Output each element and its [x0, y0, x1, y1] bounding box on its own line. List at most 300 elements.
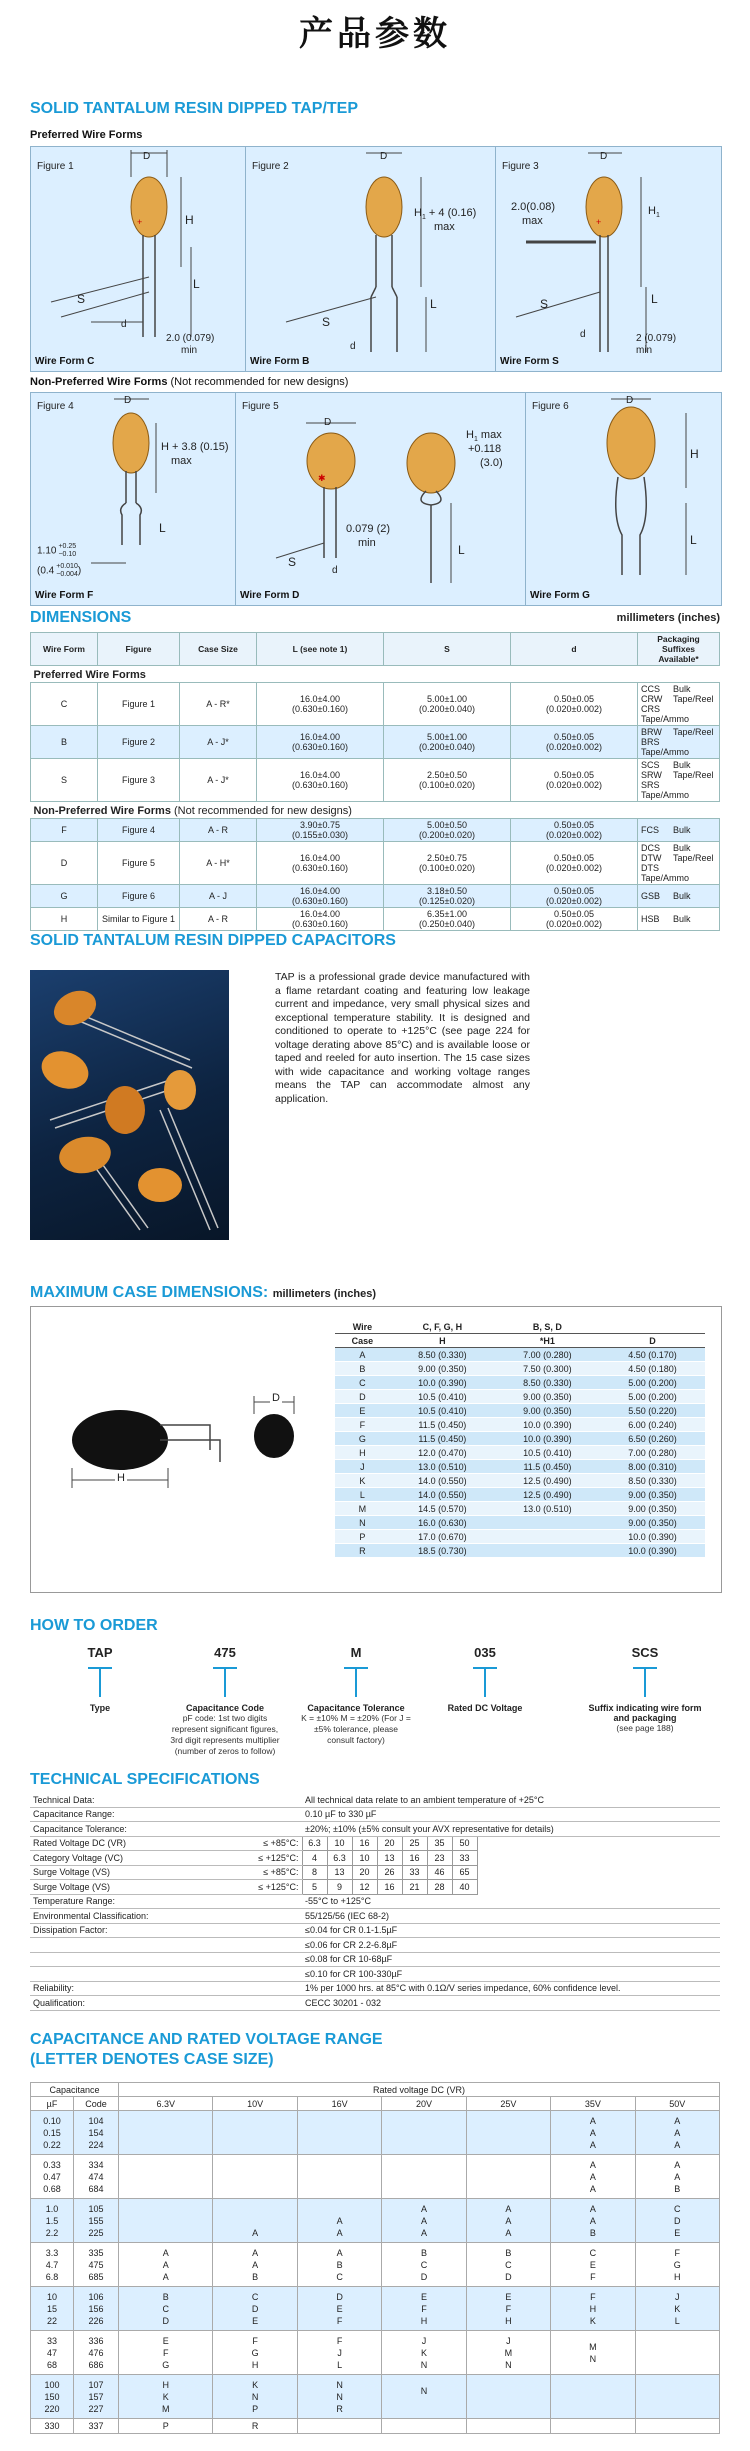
dim-cell-l — [257, 683, 384, 726]
cap-cell-case: A A A — [551, 2111, 635, 2155]
dim-cell-packaging — [638, 759, 720, 802]
spec-cond — [186, 1793, 302, 1807]
cap-cell-case: E F G — [119, 2331, 213, 2375]
figure-5-h-extra: +0.118 — [468, 443, 502, 455]
cap-row — [31, 2331, 720, 2375]
packaging-line — [641, 684, 716, 694]
case-cell: 12.0 (0.470) — [390, 1446, 495, 1460]
max-case-table — [335, 1320, 705, 1558]
dim-value-in: (0.630±0.160) — [292, 896, 348, 906]
cap-cell-case: J K N — [382, 2331, 466, 2375]
dim-cell-l — [257, 726, 384, 759]
case-cell: 5.00 (0.200) — [600, 1390, 705, 1404]
cap-cell-case — [382, 2111, 466, 2155]
case-cell: N — [335, 1516, 390, 1530]
cap-cell-uf: 100 150 220 — [31, 2375, 74, 2419]
dim-value-in: (0.250±0.040) — [419, 919, 475, 929]
cap-cell-code: 336 476 686 — [74, 2331, 119, 2375]
cap-cell-case: E F H — [466, 2287, 550, 2331]
cap-cell-case — [466, 2111, 550, 2155]
dim-group-preferred: Preferred Wire Forms — [31, 666, 720, 683]
case-row — [335, 1404, 705, 1418]
spec-voltage-value: 9 — [327, 1880, 352, 1895]
dim-cell-figure: Figure 5 — [98, 842, 180, 885]
spec-row — [30, 1996, 720, 2011]
cap-cell-case — [213, 2155, 297, 2199]
order-code: M — [350, 1645, 362, 1660]
spec-cond — [186, 1894, 302, 1909]
spec-voltage-value: 40 — [452, 1880, 477, 1895]
figure-1-wire-form: Wire Form C — [35, 356, 95, 367]
cap-cell-code: 105 155 225 — [74, 2199, 119, 2243]
figure-6-dim-h: H — [690, 447, 699, 461]
case-cell: B — [335, 1362, 390, 1376]
packaging-line — [641, 704, 716, 724]
cap-cell-uf: 0.10 0.15 0.22 — [31, 2111, 74, 2155]
dim-value-in: (0.630±0.160) — [292, 863, 348, 873]
dim-value-in: (0.020±0.002) — [546, 780, 602, 790]
dim-value-in: (0.630±0.160) — [292, 704, 348, 714]
case-cell: 10.5 (0.410) — [495, 1446, 600, 1460]
packaging-type: Bulk — [673, 914, 691, 924]
cap-row — [31, 2419, 720, 2434]
dim-value-in: (0.155±0.030) — [292, 830, 348, 840]
dim-value-mm: 16.0±4.00 — [300, 909, 340, 919]
figure-panel-5 — [235, 392, 527, 606]
order-item-block — [60, 1703, 140, 1713]
case-cell: 11.5 (0.450) — [390, 1432, 495, 1446]
cap-cell-case: A A B — [551, 2199, 635, 2243]
case-row — [335, 1488, 705, 1502]
cap-cell-case: F G H — [635, 2243, 719, 2287]
dim-group-nonpreferred-note: (Not recommended for new designs) — [174, 805, 352, 817]
cap-cell-case: A A — [297, 2199, 381, 2243]
packaging-line — [641, 737, 716, 757]
dimensions-table — [30, 632, 720, 931]
packaging-type: Tape/Ammo — [641, 747, 690, 757]
cap-cell-case: B C D — [382, 2243, 466, 2287]
dim-cell-l — [257, 842, 384, 885]
case-row — [335, 1348, 705, 1362]
page-title: 产品参数 — [299, 14, 451, 54]
dim-value-mm: 0.50±0.05 — [554, 853, 594, 863]
dim-value-mm: 0.50±0.05 — [554, 886, 594, 896]
case-cell: J — [335, 1460, 390, 1474]
packaging-type: Bulk — [673, 684, 691, 694]
spec-voltage-value: 16 — [402, 1851, 427, 1866]
case-head-case: Case — [335, 1334, 390, 1348]
case-cell: K — [335, 1474, 390, 1488]
dim-header-packaging: Packaging Suffixes Available* — [638, 633, 720, 666]
product-photo-drawing — [30, 970, 229, 1240]
spec-voltage-value: 10 — [352, 1851, 377, 1866]
section-title-cap-range: CAPACITANCE AND RATED VOLTAGE RANGE — [30, 2031, 383, 2048]
case-cell: 12.5 (0.490) — [495, 1488, 600, 1502]
dim-cell-case: A - H* — [180, 842, 257, 885]
cap-cell-case: A — [213, 2199, 297, 2243]
dim-value-mm: 3.18±0.50 — [427, 886, 467, 896]
dim-value-mm: 0.50±0.05 — [554, 694, 594, 704]
figure-4-tolerance-mm: 1.10 +0.25 −0.10 — [37, 543, 77, 558]
dim-cell-figure: Figure 2 — [98, 726, 180, 759]
dim-value-in: (0.020±0.002) — [546, 704, 602, 714]
spec-voltage-value: 26 — [377, 1865, 402, 1880]
dim-cell-s — [384, 908, 511, 931]
dim-value-mm: 16.0±4.00 — [300, 694, 340, 704]
order-code: 035 — [474, 1645, 496, 1660]
dim-header-figure: Figure — [98, 633, 180, 666]
figure-3-dim-h: $H_1$ — [648, 205, 660, 220]
spec-voltage-value: 33 — [402, 1865, 427, 1880]
spec-label — [30, 1938, 186, 1953]
dim-value-in: (0.200±0.040) — [419, 704, 475, 714]
cap-range-table — [30, 2082, 720, 2434]
dim-cell-s — [384, 683, 511, 726]
figure-1-dim-wire-d: d — [121, 319, 127, 330]
case-cell: G — [335, 1432, 390, 1446]
dim-header-wire-form: Wire Form — [31, 633, 98, 666]
cap-cell-uf: 3.3 4.7 6.8 — [31, 2243, 74, 2287]
packaging-line — [641, 853, 716, 863]
spec-value: CECC 30201 - 032 — [302, 1996, 720, 2011]
figure-5-drawing — [236, 393, 526, 605]
dim-value-mm: 16.0±4.00 — [300, 732, 340, 742]
figure-2-wire-form: Wire Form B — [250, 356, 310, 367]
figure-1-min-value: 2.0 (0.079) — [166, 333, 215, 344]
figure-3-wire-form: Wire Form S — [500, 356, 559, 367]
spec-value: ≤0.06 for CR 2.2-6.8µF — [302, 1938, 720, 1953]
cap-cell-case: A A B — [213, 2243, 297, 2287]
cap-cell-case — [551, 2419, 635, 2434]
cap-cell-case: F H K — [551, 2287, 635, 2331]
packaging-type: Tape/Ammo — [641, 873, 690, 883]
packaging-line — [641, 843, 716, 853]
dim-cell-s — [384, 819, 511, 842]
case-cell: 9.00 (0.350) — [600, 1516, 705, 1530]
dim-value-mm: 0.50±0.05 — [554, 770, 594, 780]
dim-value-in: (0.630±0.160) — [292, 780, 348, 790]
case-cell: D — [335, 1390, 390, 1404]
case-head-wire: Wire — [335, 1320, 390, 1334]
dim-header-case-size: Case Size — [180, 633, 257, 666]
packaging-code: SRS — [641, 780, 660, 790]
case-side-dim-h: H — [117, 1472, 125, 1484]
packaging-code: CCS — [641, 684, 661, 694]
dim-row — [31, 842, 720, 885]
spec-voltage-value: 25 — [402, 1836, 427, 1851]
order-connector-v — [355, 1667, 357, 1697]
dim-cell-form: D — [31, 842, 98, 885]
cap-row — [31, 2287, 720, 2331]
packaging-code: CRW — [641, 694, 663, 704]
spec-voltage-value: 35 — [427, 1836, 452, 1851]
dim-value-mm: 0.50±0.05 — [554, 909, 594, 919]
dim-cell-case: A - J — [180, 885, 257, 908]
dim-cell-packaging — [638, 842, 720, 885]
figure-5-wire-form: Wire Form D — [240, 590, 300, 601]
dim-cell-s — [384, 726, 511, 759]
spec-label: Rated Voltage DC (VR) — [30, 1836, 186, 1851]
figure-6-dim-d: D — [626, 395, 634, 406]
cap-head-capacitance: Capacitance — [31, 2083, 119, 2097]
preferred-heading: Preferred Wire Forms — [30, 129, 143, 141]
dim-cell-case: A - R — [180, 819, 257, 842]
spec-filler — [477, 1836, 720, 1851]
figure-panel-4 — [30, 392, 237, 606]
figure-panel-3 — [495, 146, 722, 372]
dim-value-in: (0.630±0.160) — [292, 919, 348, 929]
packaging-code: GSB — [641, 891, 661, 901]
cap-cell-case — [382, 2155, 466, 2199]
figure-2-label: Figure 2 — [252, 161, 289, 172]
dim-value-in: (0.020±0.002) — [546, 830, 602, 840]
spec-label: Surge Voltage (VS) — [30, 1865, 186, 1880]
packaging-type: Bulk — [673, 891, 691, 901]
order-label: Capacitance Code — [185, 1703, 265, 1713]
figure-4-dim-l: L — [159, 521, 166, 535]
case-cell: 11.5 (0.450) — [390, 1418, 495, 1432]
cap-cell-case: A A A — [635, 2111, 719, 2155]
case-cell: 18.5 (0.730) — [390, 1544, 495, 1558]
figure-panel-6 — [525, 392, 722, 606]
spec-voltage-value: 50 — [452, 1836, 477, 1851]
spec-cond — [186, 1981, 302, 1996]
packaging-type: Tape/Ammo — [641, 714, 690, 724]
spec-label: Category Voltage (VC) — [30, 1851, 186, 1866]
cap-head-volt: 35V — [551, 2097, 635, 2111]
cap-cell-code: 106 156 226 — [74, 2287, 119, 2331]
order-label: Type — [89, 1703, 111, 1713]
case-cell: 4.50 (0.170) — [600, 1348, 705, 1362]
figure-3-drawing — [496, 147, 721, 371]
nonpreferred-heading: Non-Preferred Wire Forms (Not recommended for new designs) — [30, 376, 349, 388]
cap-cell-code: 337 — [74, 2419, 119, 2434]
cap-row — [31, 2111, 720, 2155]
figure-5-dim-wire-d: d — [332, 565, 338, 576]
packaging-code: DCS — [641, 843, 661, 853]
cap-cell-case — [551, 2375, 635, 2419]
dim-cell-form: F — [31, 819, 98, 842]
dim-value-mm: 0.50±0.05 — [554, 820, 594, 830]
packaging-line — [641, 914, 716, 924]
dim-row — [31, 802, 720, 819]
dim-cell-figure: Figure 6 — [98, 885, 180, 908]
spec-table — [30, 1793, 720, 2011]
cap-cell-case — [119, 2111, 213, 2155]
spec-cond — [186, 1952, 302, 1967]
packaging-line — [641, 727, 716, 737]
cap-cell-case — [466, 2419, 550, 2434]
case-cell: 9.00 (0.350) — [600, 1488, 705, 1502]
order-code: 475 — [214, 1645, 236, 1660]
dim-cell-packaging — [638, 908, 720, 931]
packaging-code: DTS — [641, 863, 659, 873]
cap-cell-case: A A A — [466, 2199, 550, 2243]
spec-cond: ≤ +85°C: — [186, 1836, 302, 1851]
spec-row — [30, 1793, 720, 1807]
order-code: TAP — [87, 1645, 113, 1660]
figure-3-dim-l: L — [651, 292, 658, 306]
packaging-type: Bulk — [673, 825, 691, 835]
dim-cell-form: B — [31, 726, 98, 759]
figure-3-dim-s: S — [540, 297, 549, 311]
cap-head-voltage: Rated voltage DC (VR) — [119, 2083, 720, 2097]
case-cell: 5.50 (0.220) — [600, 1404, 705, 1418]
figure-3-min-value: 2 (0.079) — [636, 333, 677, 344]
case-cell: 6.50 (0.260) — [600, 1432, 705, 1446]
spec-voltage-row — [30, 1865, 720, 1880]
case-front-dim-d: D — [272, 1392, 280, 1404]
figure-panel-2 — [245, 146, 497, 372]
cap-cell-case — [466, 2375, 550, 2419]
case-row — [335, 1502, 705, 1516]
case-cell: 9.00 (0.350) — [600, 1502, 705, 1516]
cap-cell-case — [466, 2155, 550, 2199]
spec-voltage-value: 13 — [327, 1865, 352, 1880]
spec-row — [30, 1967, 720, 1982]
spec-label — [30, 1967, 186, 1982]
dim-cell-case: A - R* — [180, 683, 257, 726]
packaging-code: SRW — [641, 770, 662, 780]
spec-voltage-value: 16 — [377, 1880, 402, 1895]
case-cell: 5.00 (0.200) — [600, 1376, 705, 1390]
section-title-capacitors: SOLID TANTALUM RESIN DIPPED CAPACITORS — [30, 932, 396, 949]
dim-header-l: L (see note 1) — [257, 633, 384, 666]
cap-cell-case: F G H — [213, 2331, 297, 2375]
figure-1-dim-l: L — [193, 277, 200, 291]
spec-voltage-value: 21 — [402, 1880, 427, 1895]
cap-cell-case: F J L — [297, 2331, 381, 2375]
dim-group-nonpreferred — [31, 802, 720, 819]
dim-cell-case: A - R — [180, 908, 257, 931]
dim-value-mm: 0.50±0.05 — [554, 732, 594, 742]
dim-cell-form: G — [31, 885, 98, 908]
order-item-block — [165, 1703, 285, 1757]
dim-row — [31, 759, 720, 802]
spec-row — [30, 1807, 720, 1822]
figure-3-dim-wire-d: d — [580, 329, 586, 340]
dim-row — [31, 885, 720, 908]
figure-3-max-value: 2.0(0.08) — [511, 201, 556, 213]
dim-row — [31, 726, 720, 759]
cap-cell-case — [635, 2419, 719, 2434]
cap-head-volt: 6.3V — [119, 2097, 213, 2111]
figure-5-min-label: min — [358, 537, 376, 549]
case-cell — [495, 1530, 600, 1544]
section-title-dipped: SOLID TANTALUM RESIN DIPPED TAP/TEP — [30, 100, 359, 117]
dim-cell-packaging — [638, 726, 720, 759]
case-cell: 10.0 (0.390) — [390, 1376, 495, 1390]
case-head-cfgh: C, F, G, H — [390, 1320, 495, 1334]
cap-cell-uf: 1.0 1.5 2.2 — [31, 2199, 74, 2243]
dim-cell-packaging — [638, 885, 720, 908]
case-cell — [495, 1516, 600, 1530]
packaging-line — [641, 780, 716, 800]
svg-text:✱: ✱ — [318, 473, 326, 483]
figure-4-label: Figure 4 — [37, 401, 74, 412]
spec-cond — [186, 1909, 302, 1924]
spec-voltage-value: 6.3 — [302, 1836, 327, 1851]
figure-6-drawing — [526, 393, 721, 605]
case-cell — [495, 1544, 600, 1558]
svg-text:+: + — [596, 217, 602, 227]
dim-cell-case: A - J* — [180, 759, 257, 802]
cap-cell-case: D E F — [297, 2287, 381, 2331]
cap-cell-case: C D E — [635, 2199, 719, 2243]
cap-cell-case: H K M — [119, 2375, 213, 2419]
case-cell: 9.00 (0.350) — [390, 1362, 495, 1376]
spec-voltage-value: 46 — [427, 1865, 452, 1880]
case-head-h1: *H1 — [495, 1334, 600, 1348]
cap-head-volt: 25V — [466, 2097, 550, 2111]
section-title-order: HOW TO ORDER — [30, 1617, 158, 1634]
spec-row — [30, 1981, 720, 1996]
figure-2-dim-l: L — [430, 297, 437, 311]
figure-1-dim-d: D — [143, 151, 151, 162]
figure-1-dim-h: H — [185, 213, 194, 227]
packaging-code: BRS — [641, 737, 660, 747]
figure-3-max-label: max — [522, 215, 543, 227]
cap-cell-code: 104 154 224 — [74, 2111, 119, 2155]
packaging-code: CRS — [641, 704, 661, 714]
case-cell: 10.0 (0.390) — [600, 1544, 705, 1558]
spec-voltage-value: 6.3 — [327, 1851, 352, 1866]
spec-label: Temperature Range: — [30, 1894, 186, 1909]
figure-6-label: Figure 6 — [532, 401, 569, 412]
order-label: Suffix indicating wire form and packaging — [588, 1703, 702, 1723]
cap-cell-case: J K L — [635, 2287, 719, 2331]
figure-2-dim-wire-d: d — [350, 341, 356, 352]
case-cell: 9.00 (0.350) — [495, 1404, 600, 1418]
packaging-type: Tape/Reel — [673, 770, 714, 780]
cap-cell-case — [119, 2155, 213, 2199]
dim-cell-d — [511, 885, 638, 908]
cap-cell-case: A A A — [119, 2243, 213, 2287]
order-label: Capacitance Tolerance — [307, 1703, 405, 1713]
cap-cell-case: K N P — [213, 2375, 297, 2419]
spec-cond — [186, 1923, 302, 1938]
dim-cell-d — [511, 683, 638, 726]
section-title-dimensions: DIMENSIONS — [30, 609, 132, 626]
spec-voltage-value: 10 — [327, 1836, 352, 1851]
figure-4-dim-h: H + 3.8 (0.15) — [161, 441, 229, 453]
dim-cell-form: C — [31, 683, 98, 726]
order-connector-v — [644, 1667, 646, 1697]
spec-voltage-row — [30, 1836, 720, 1851]
dim-cell-s — [384, 885, 511, 908]
figure-1-dim-s: S — [77, 292, 86, 306]
spec-voltage-row — [30, 1851, 720, 1866]
cap-cell-case — [635, 2375, 719, 2419]
figure-2-drawing — [246, 147, 496, 371]
spec-voltage-value: 65 — [452, 1865, 477, 1880]
spec-label: Surge Voltage (VS) — [30, 1880, 186, 1895]
case-cell: 10.0 (0.390) — [495, 1418, 600, 1432]
order-item-block — [301, 1703, 411, 1746]
dim-cell-figure: Figure 3 — [98, 759, 180, 802]
dim-value-in: (0.020±0.002) — [546, 863, 602, 873]
case-cell: 13.0 (0.510) — [495, 1502, 600, 1516]
case-cell: 8.00 (0.310) — [600, 1460, 705, 1474]
spec-row — [30, 1938, 720, 1953]
spec-row — [30, 1923, 720, 1938]
dim-cell-d — [511, 908, 638, 931]
figure-5-dim-s: S — [288, 555, 297, 569]
dimensions-units: millimeters (inches) — [616, 612, 720, 624]
order-code: SCS — [631, 1645, 659, 1660]
cap-cell-case — [297, 2111, 381, 2155]
cap-row — [31, 2243, 720, 2287]
